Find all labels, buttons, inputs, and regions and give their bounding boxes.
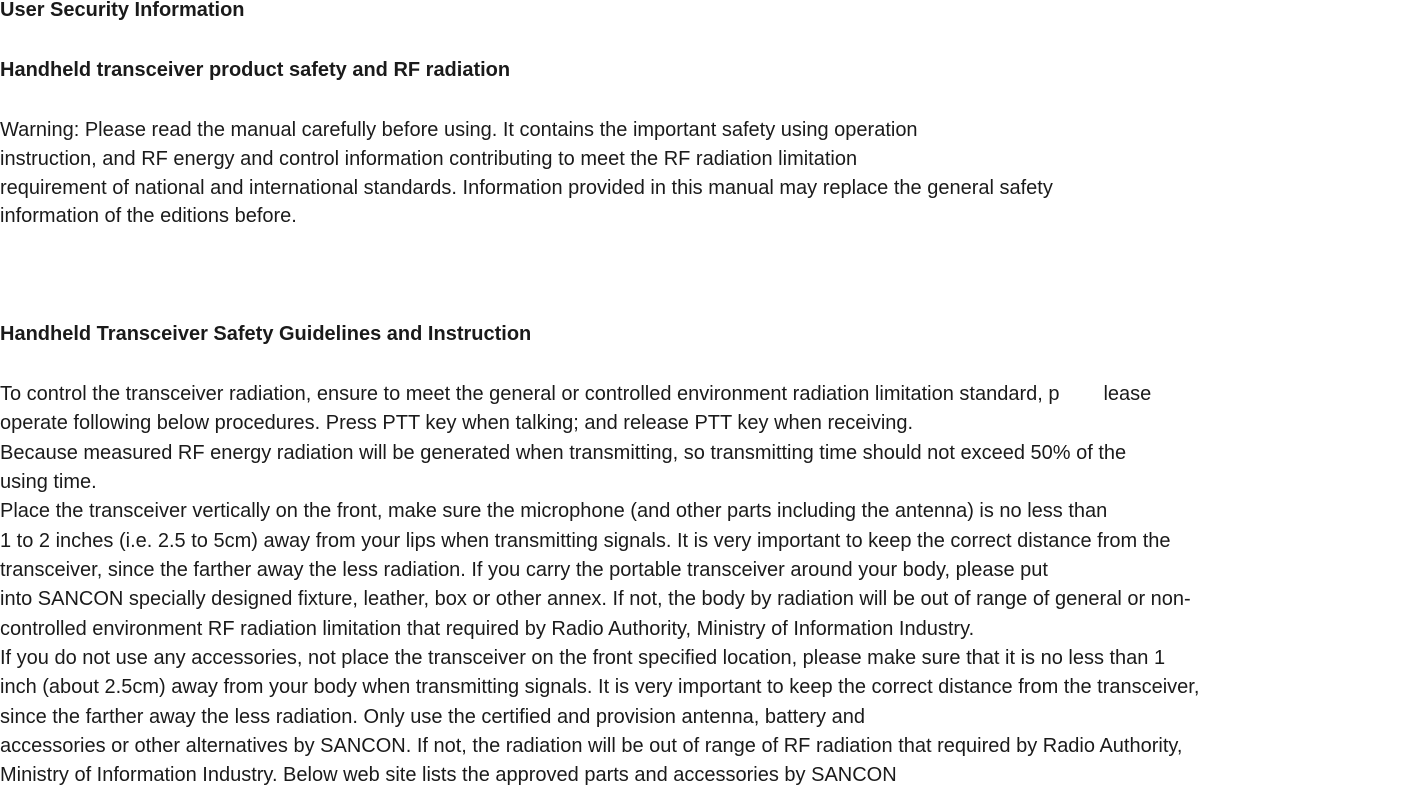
section1-line: instruction, and RF energy and control information contributing to meet the RF radiation limitation [0,148,858,170]
section2-line: If you do not use any accessories, not place the transceiver on the front specified location, please make sure that it is no less than 1 [0,647,1166,669]
section2-line: accessories or other alternatives by SANCON. If not, the radiation will be out of range of RF radiation that required by Radio Authority, [0,735,1183,757]
section1-heading: Handheld transceiver product safety and RF radiation [0,59,511,81]
document-title: User Security Information [0,0,245,21]
section2-line: using time. [0,471,97,493]
section2-line: controlled environment RF radiation limitation that required by Radio Authority, Ministry of Information Industry. [0,618,975,640]
section1-line: requirement of national and international standards. Information provided in this manual may replace the general safety [0,177,1053,199]
section2-line: Ministry of Information Industry. Below web site lists the approved parts and accessories by SANCON [0,764,897,786]
section2-line: inch (about 2.5cm) away from your body when transmitting signals. It is very important to keep the correct distance from the transceiver, [0,676,1200,698]
section2-line: into SANCON specially designed fixture, leather, box or other annex. If not, the body by radiation will be out of range of general or non- [0,588,1191,610]
section2-line: operate following below procedures. Press PTT key when talking; and release PTT key when receiving. [0,412,914,434]
section2-line: Place the transceiver vertically on the front, make sure the microphone (and other parts including the antenna) is no less than [0,500,1108,522]
section2-line: 1 to 2 inches (i.e. 2.5 to 5cm) away from your lips when transmitting signals. It is very important to keep the correct distance from the [0,530,1171,552]
section1-line: information of the editions before. [0,205,297,227]
section2-line0-part1: To control the transceiver radiation, ensure to meet the general or controlled environment radiation limitation standard, p [0,383,1060,405]
section1-line: Warning: Please read the manual carefully before using. It contains the important safety using operation [0,119,918,141]
section2-line0-part2: lease [1103,383,1152,405]
section2-line [0,382,1151,406]
section2-heading: Handheld Transceiver Safety Guidelines and Instruction [0,323,532,345]
section2-line: since the farther away the less radiation. Only use the certified and provision antenna, battery and [0,706,865,728]
section2-line: transceiver, since the farther away the less radiation. If you carry the portable transceiver around your body, please put [0,559,1048,581]
section2-line: Because measured RF energy radiation will be generated when transmitting, so transmitting time should not exceed 50% of the [0,442,1127,464]
